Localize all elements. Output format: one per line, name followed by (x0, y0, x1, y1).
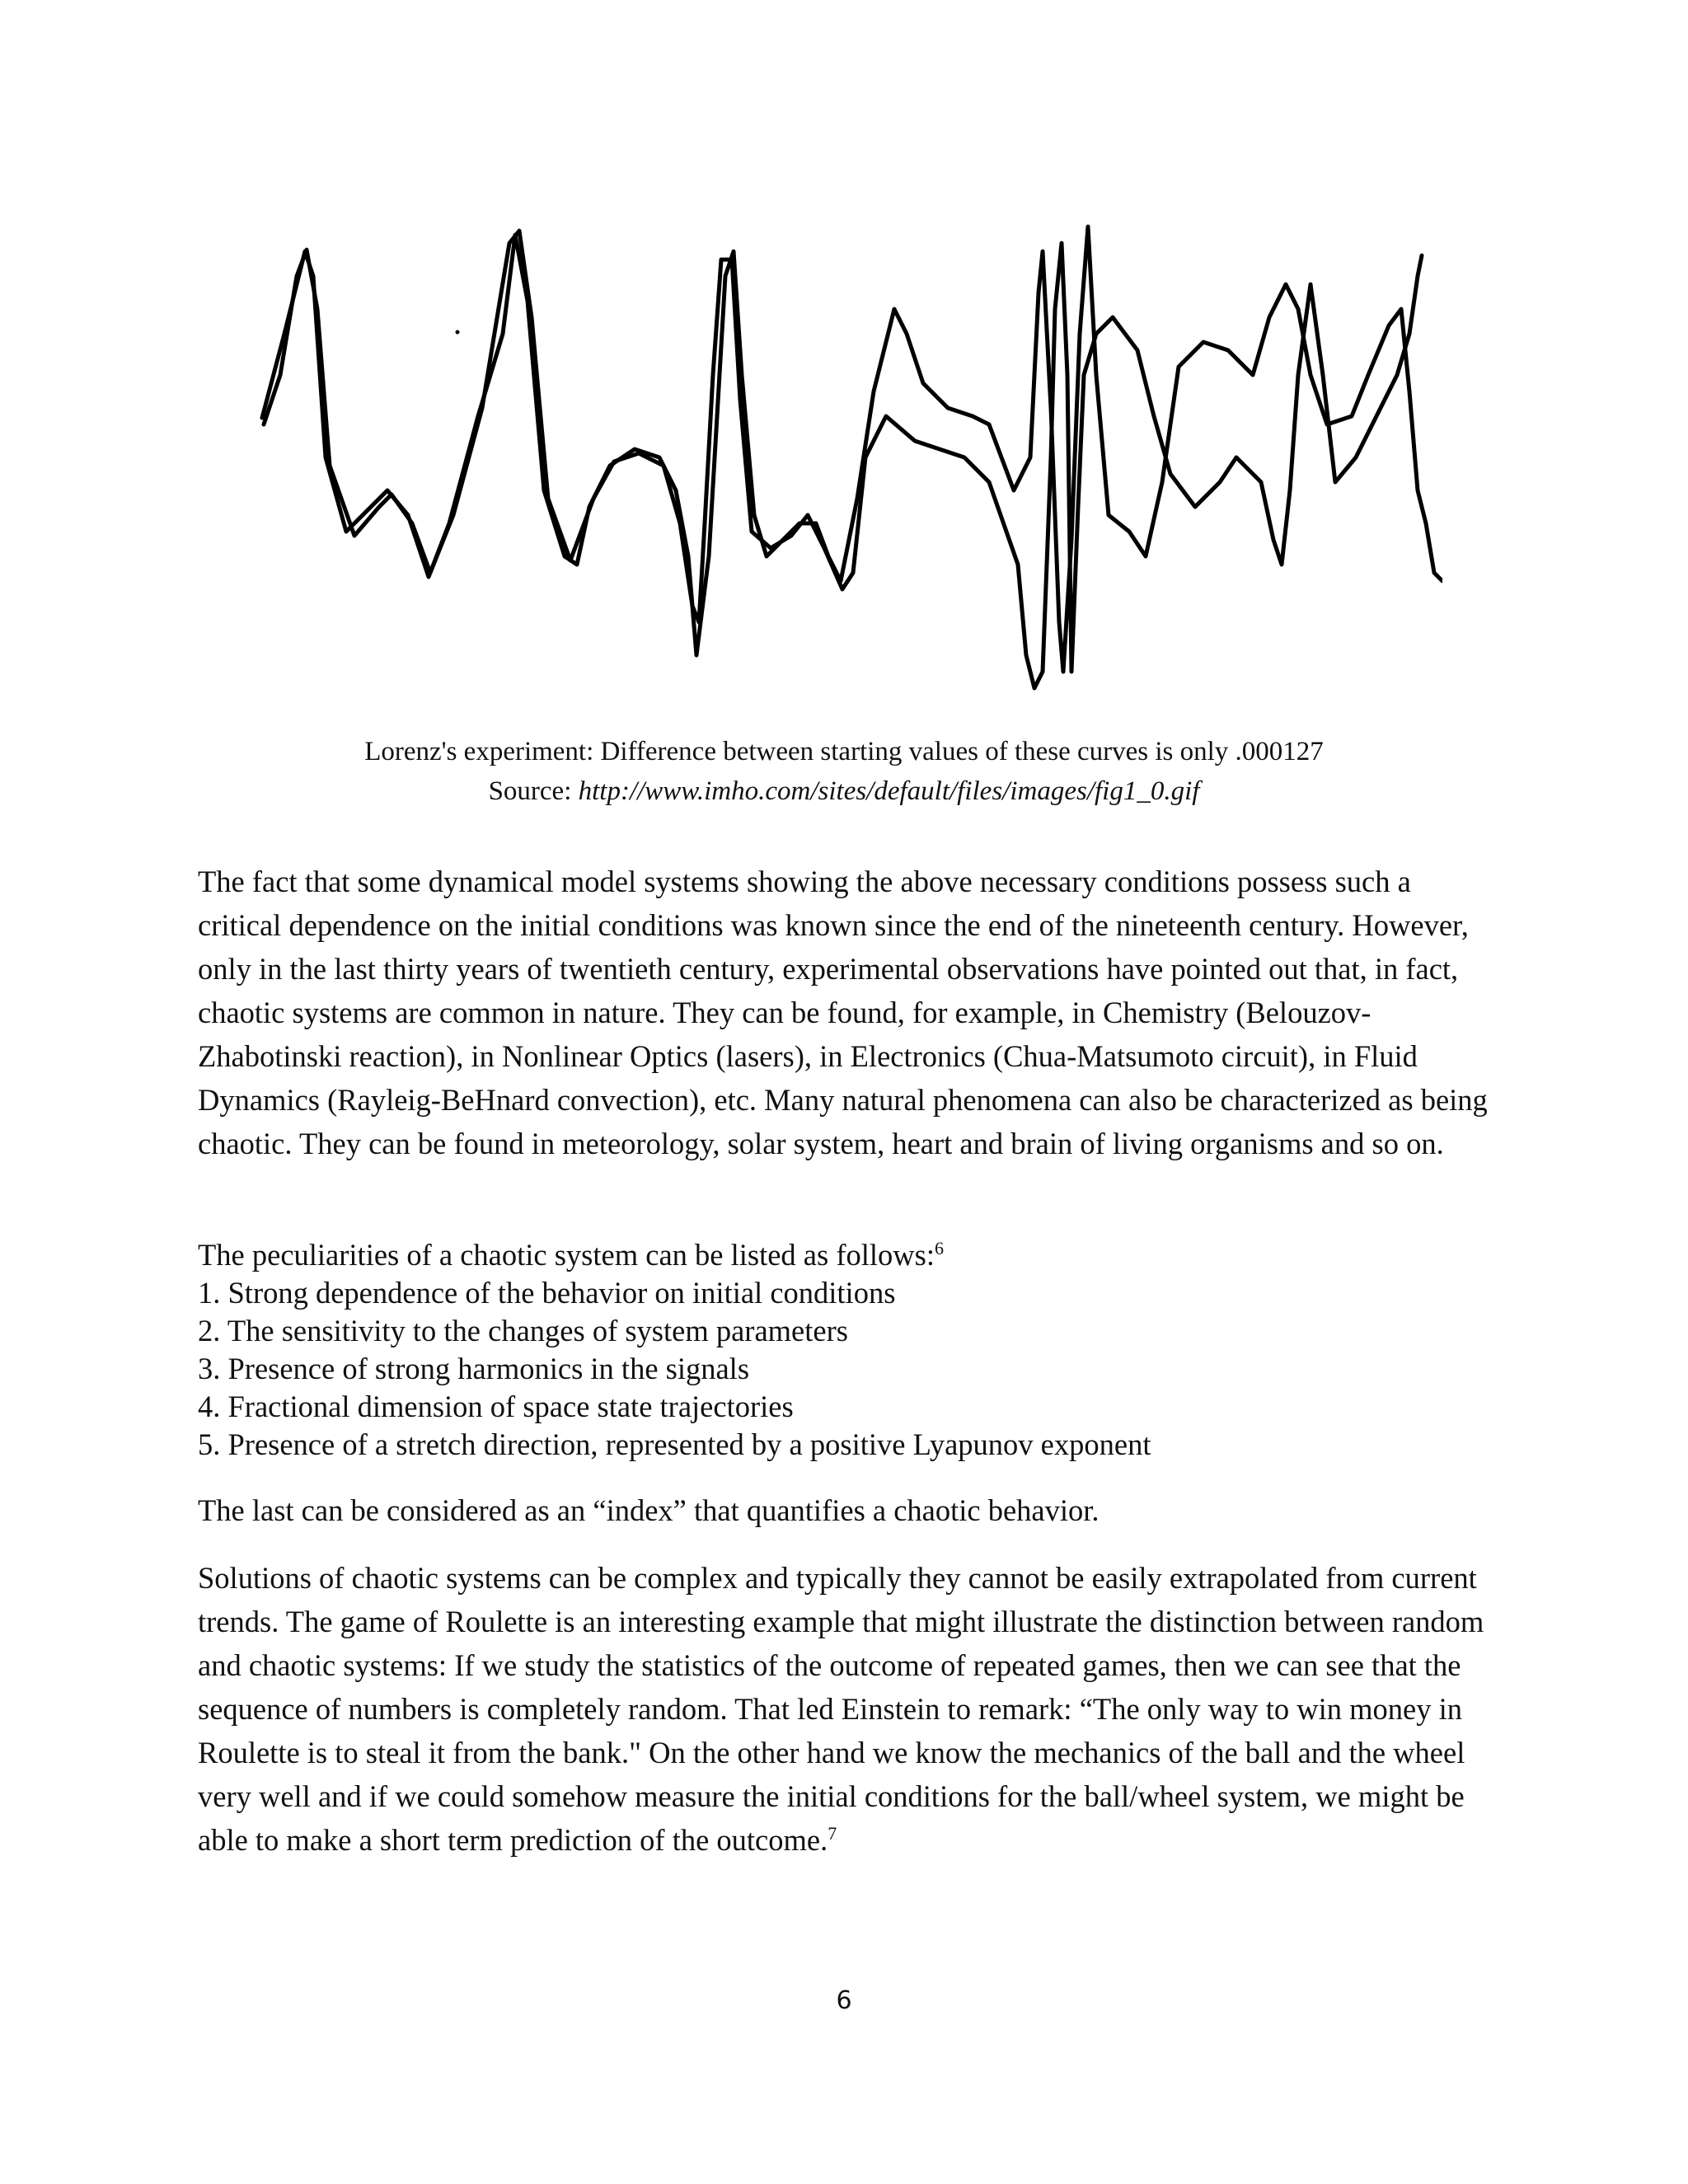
list-item: 2. The sensitivity to the changes of system parameters (198, 1314, 848, 1347)
lorenz-curves-figure (247, 210, 1442, 713)
list-intro: The peculiarities of a chaotic system can be listed as follows:$^6$ (198, 1237, 944, 1272)
paragraph-2 (198, 1236, 1500, 1464)
curve-b (264, 231, 1422, 688)
source-url: http://www.imho.com/sites/default/files/images/fig1_0.gif (578, 776, 1200, 806)
figure-source (0, 771, 1688, 811)
footnote-ref-6: 6 (934, 1237, 944, 1258)
paragraph-1: The fact that some dynamical model systems showing the above necessary conditions possess such a critical dependence on the initial conditions was known since the end of the nineteenth century. However, only in the last thirty years of twentieth century, experimental observations have pointed out that, in fact, chaotic systems are common in nature. They can be found, for example, in Chemistry (Belouzov-Zhabotinski reaction), in Nonlinear Optics (lasers), in Electronics (Chua-Matsumoto circuit), in Fluid Dynamics (Rayleig-BeHnard convection), etc. Many natural phenomena can also be characterized as being chaotic. They can be found in meteorology, solar system, heart and brain of living organisms and so on. (198, 865, 1488, 1160)
source-label: Source: (488, 776, 579, 806)
paragraph-4: Solutions of chaotic systems can be complex and typically they cannot be easily extrapolated from current trends. The game of Roulette is an interesting example that might illustrate the distinction between random and chaotic systems: If we study the statistics of the outcome of repeated games, then we can see that the sequence of numbers is completely random. That led Einstein to remark: “The only way to win money in Roulette is to steal it from the bank." On the other hand we know the mechanics of the ball and the wheel very well and if we could somehow measure the initial conditions for the ball/wheel system, we might be able to make a short term prediction of the outcome.$^7$ (198, 1561, 1484, 1857)
list-item: 5. Presence of a stretch direction, represented by a positive Lyapunov exponent (198, 1427, 1151, 1461)
list-item: 4. Fractional dimension of space state trajectories (198, 1390, 794, 1423)
stray-dot (456, 330, 460, 335)
list-item: 1. Strong dependence of the behavior on initial conditions (198, 1276, 896, 1310)
curve-a (262, 227, 1442, 672)
paragraph-3: The last can be considered as an “index” that quantifies a chaotic behavior. (198, 1493, 1100, 1527)
lorenz-curves-image (247, 210, 1442, 713)
page-number: 6 (836, 1986, 852, 2015)
figure-caption: Lorenz's experiment: Difference between starting values of these curves is only .000127 (364, 737, 1324, 766)
list-item: 3. Presence of strong harmonics in the signals (198, 1352, 750, 1385)
footnote-ref-7: 7 (828, 1822, 837, 1844)
